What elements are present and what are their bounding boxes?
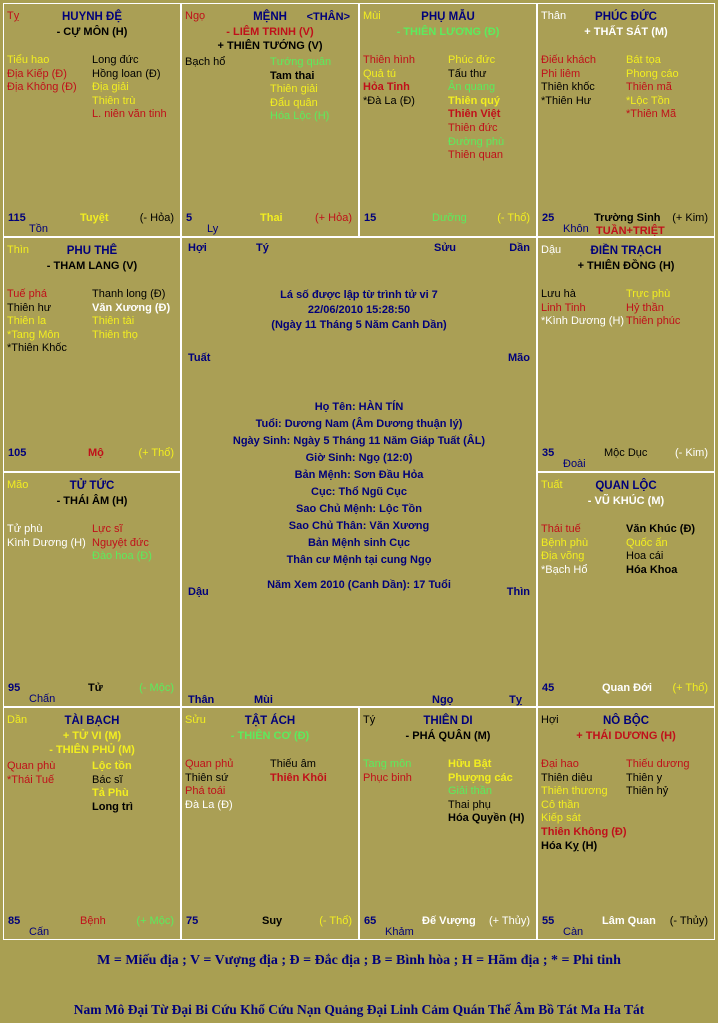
header-date: 22/06/2010 15:28:50 [307, 304, 411, 316]
palace-title: HUYNH ĐỆ [61, 11, 123, 23]
decade-number: 95 [8, 682, 21, 694]
decade-number: 115 [8, 212, 26, 224]
minor-stars-left [541, 288, 624, 329]
minor-stars-left [7, 54, 77, 95]
minor-stars-right [92, 523, 152, 564]
minor-stars-right [92, 288, 170, 342]
life-stage: Mộc Dục [604, 447, 648, 459]
star: Bệnh phù [541, 536, 589, 549]
star: Văn Khúc (Đ) [626, 523, 696, 535]
element: (- Mộc) [139, 682, 174, 694]
palace-title: NÔ BỘC [603, 715, 649, 727]
star: *Bạch Hổ [541, 563, 588, 576]
star: Linh Tinh [541, 301, 586, 314]
life-stage: Mộ [88, 447, 104, 459]
trigram-label: Khảm [385, 926, 414, 938]
star: Đại hao [541, 758, 579, 770]
palace-title: PHÚC ĐỨC [595, 11, 657, 23]
decade-number: 45 [542, 682, 555, 694]
star: Long đức [92, 54, 139, 66]
palace-branch: Thân [541, 10, 567, 22]
star: Phi liêm [541, 67, 581, 80]
minor-stars-right [626, 758, 690, 799]
star: Bạch hổ [185, 56, 226, 68]
info-birthday: Ngày Sinh: Ngày 5 Tháng 11 Năm Giáp Tuất (ÂL) [232, 435, 486, 447]
minor-stars-right [270, 56, 331, 124]
palace-phu-mau [359, 3, 537, 237]
minor-stars-left [7, 523, 86, 550]
star: Phượng các [448, 771, 513, 784]
element: (+ Hỏa) [315, 212, 352, 224]
star: L. niên văn tinh [92, 108, 167, 121]
star: Hữu Bật [448, 758, 492, 770]
info-relation: Bản Mệnh sinh Cục [307, 537, 411, 549]
minor-stars-right [448, 758, 524, 826]
element: (- Thổ) [497, 212, 530, 224]
main-star: - CỰ MÔN (H) [56, 26, 128, 38]
palace-branch: Tuất [541, 479, 563, 491]
palace-tai-bach [3, 707, 181, 940]
minor-stars-left [7, 760, 55, 787]
chart-grid [3, 3, 715, 940]
star: Tấu thư [448, 67, 487, 80]
decade-number: 15 [364, 212, 377, 224]
star: Bát tọa [626, 54, 661, 66]
legend: M = Miếu địa ; V = Vượng địa ; Đ = Đắc địa ; B = Bình hòa ; H = Hãm địa ; * = Phi tinh [97, 953, 621, 968]
palace-branch: Tỵ [7, 10, 20, 22]
minor-stars-left [363, 54, 415, 108]
info-than-cu: Thân cư Mệnh tại cung Ngọ [286, 554, 432, 566]
trigram-label: Càn [563, 926, 584, 938]
minor-stars-right [270, 758, 327, 785]
star: Thiên Không (Đ) [541, 825, 627, 838]
element: (+ Kim) [672, 212, 708, 224]
star: Đẩu quân [270, 96, 318, 109]
than-tag: <THÂN> [306, 11, 350, 23]
main-star-2: + THIÊN TƯỚNG (V) [217, 40, 323, 52]
tuan-triet-label: TUẦN+TRIỆT [596, 225, 665, 237]
star: Kiếp sát [541, 812, 581, 825]
star: Thiên hư [7, 301, 52, 314]
star: Thiên quan [448, 149, 504, 162]
life-stage: Bệnh [80, 915, 106, 927]
star: Quan phù [7, 760, 56, 772]
star: Tam thai [270, 69, 315, 82]
header-lunar: (Ngày 11 Tháng 5 Năm Canh Dần) [271, 319, 447, 331]
palace-branch: Hợi [541, 714, 559, 726]
main-star: - THIÊN LƯƠNG (Đ) [396, 26, 500, 38]
info-birth-hour: Giờ Sinh: Ngọ (12:0) [305, 452, 413, 464]
element: (+ Mộc) [136, 915, 174, 927]
star: Thiên sứ [185, 771, 229, 784]
star: Đường phù [448, 135, 505, 148]
star: Thiên la [7, 315, 47, 328]
star: Quả tú [363, 67, 397, 80]
star: *Thiên Mã [626, 108, 677, 121]
main-star: - THÁI ÂM (H) [56, 495, 128, 507]
star: Phục binh [363, 771, 412, 784]
star: Lộc tồn [92, 760, 132, 772]
star: Kình Dương (H) [7, 536, 86, 549]
decade-number: 65 [364, 915, 377, 927]
star: Hóa Khoa [626, 563, 678, 576]
corner-hoi: Hợi [188, 242, 207, 254]
star: Thiên diêu [541, 771, 593, 784]
element: (+ Thổ) [672, 682, 708, 694]
info-chu-menh: Sao Chủ Mệnh: Lộc Tồn [296, 503, 422, 515]
star: Phá toái [185, 785, 226, 798]
star: Hỷ thần [626, 301, 664, 314]
star: Quốc ấn [626, 536, 668, 549]
header-line: Lá số được lập từ trình tử vi 7 [280, 289, 438, 301]
star: Hóa Quyền (H) [448, 812, 525, 825]
star: Địa Không (Đ) [7, 81, 77, 94]
footer-prayer: Nam Mô Đại Từ Đại Bi Cứu Khổ Cứu Nạn Quảng Đại Linh Cảm Quán Thế Âm Bồ Tát Ma Ha Tát [73, 1002, 645, 1017]
center-panel [181, 237, 537, 707]
minor-stars-right [626, 523, 695, 577]
palace-title: PHU THÊ [66, 245, 118, 257]
info-cuc: Cục: Thổ Ngũ Cục [311, 486, 407, 498]
palace-title: PHỤ MẪU [421, 11, 475, 23]
star: Thiên thương [541, 785, 608, 798]
element: (+ Thổ) [138, 447, 174, 459]
star: *Lộc Tồn [626, 94, 670, 107]
star: Quan phủ [185, 758, 234, 770]
star: Tang môn [363, 758, 412, 770]
trigram-label: Chấn [29, 693, 56, 705]
star: Thiên mã [626, 81, 672, 94]
main-star: - THIÊN CƠ (Đ) [230, 730, 310, 742]
info-name: Họ Tên: HÀN TÍN [314, 401, 404, 413]
decade-number: 35 [542, 447, 555, 459]
star: Thiên thọ [92, 328, 138, 341]
element: (- Hỏa) [139, 212, 174, 224]
palace-tat-ach [181, 707, 359, 940]
trigram-label: Tồn [29, 223, 48, 235]
star: Văn Xương (Đ) [92, 301, 171, 314]
star: Tiểu hao [7, 54, 50, 66]
palace-phu-the [3, 237, 181, 472]
trigram-label: Ly [207, 223, 219, 235]
info-ban-menh: Bản Mệnh: Sơn Đầu Hỏa [294, 469, 424, 481]
star: Nguyệt đức [92, 536, 149, 549]
palace-menh [181, 3, 359, 237]
star: Ân quang [448, 81, 496, 94]
life-stage: Trường Sinh [594, 212, 661, 224]
star: Tử phù [7, 523, 43, 535]
palace-branch: Tý [363, 714, 376, 726]
star: Phúc đức [448, 54, 496, 66]
minor-stars-right [92, 760, 133, 814]
trigram-label: Đoài [563, 458, 586, 470]
main-star: - VŨ KHÚC (M) [587, 495, 665, 507]
star: Cô thần [541, 798, 580, 811]
star: Tướng quân [270, 56, 332, 68]
life-stage: Dưỡng [432, 212, 467, 224]
star: Thiên y [626, 771, 663, 784]
life-stage: Thai [260, 212, 283, 224]
star: Đào hoa (Đ) [92, 550, 152, 563]
star: Thiên Khôi [270, 771, 327, 784]
palace-phuc-duc [537, 3, 715, 237]
decade-number: 85 [8, 915, 21, 927]
palace-branch: Sửu [185, 714, 206, 726]
minor-stars-left [363, 758, 412, 785]
corner-tuat: Tuất [188, 352, 211, 364]
palace-title: QUAN LỘC [595, 480, 657, 492]
palace-quan-loc [537, 472, 715, 707]
corner-suu: Sửu [434, 242, 457, 254]
info-chu-than: Sao Chủ Thân: Văn Xương [288, 520, 430, 532]
trigram-label: Khôn [563, 223, 589, 235]
star: *Kình Dương (H) [541, 315, 625, 328]
life-stage: Đế Vượng [422, 915, 476, 927]
star: Thiên khốc [541, 81, 595, 94]
decade-number: 25 [542, 212, 555, 224]
main-star: - LIÊM TRINH (V) [226, 26, 314, 38]
star: Trực phù [626, 288, 671, 300]
minor-stars-right [626, 288, 680, 329]
minor-stars-left [185, 56, 225, 70]
decade-number: 55 [542, 915, 555, 927]
main-star-2: - THIÊN PHỦ (M) [49, 744, 135, 756]
element: (+ Thủy) [488, 915, 530, 927]
palace-branch: Ngọ [185, 10, 206, 22]
palace-title: TỬ TỨC [69, 480, 115, 492]
main-star: + THẤT SÁT (M) [584, 26, 668, 38]
star: Hồng loan (Đ) [92, 67, 161, 80]
main-star: + THIÊN ĐỒNG (H) [577, 260, 675, 272]
life-stage: Quan Đới [602, 682, 652, 694]
corner-dan: Dần [509, 242, 530, 254]
life-stage: Tử [88, 682, 103, 694]
star: Thiên giải [270, 83, 318, 96]
palace-title: TẬT ÁCH [244, 715, 296, 727]
corner-mao: Mão [508, 352, 530, 364]
minor-stars-left [541, 54, 596, 108]
palace-branch: Dần [7, 714, 28, 726]
star: Thiên phúc [626, 315, 681, 328]
minor-stars-left [541, 523, 588, 577]
minor-stars-left [541, 758, 627, 853]
life-stage: Tuyệt [80, 212, 109, 224]
element: (- Kim) [675, 447, 708, 459]
minor-stars-left [185, 758, 233, 812]
palace-huynh-de [3, 3, 181, 237]
palace-branch: Mùi [363, 10, 381, 22]
corner-dau: Dậu [188, 586, 209, 598]
star: Thiên đức [448, 121, 498, 134]
palace-branch: Dậu [541, 244, 562, 256]
star: Thanh long (Đ) [92, 288, 166, 300]
decade-number: 105 [8, 447, 27, 459]
life-stage: Suy [262, 915, 283, 927]
life-stage: Lâm Quan [602, 915, 656, 927]
star: Thiên Việt [448, 108, 501, 121]
corner-mui: Mùi [254, 694, 273, 706]
star: Địa Kiếp (Đ) [7, 67, 67, 80]
corner-ngo: Ngọ [432, 694, 454, 706]
star: Bác sĩ [92, 773, 123, 786]
star: *Tang Môn [7, 328, 60, 341]
star: Thiên trù [92, 94, 136, 107]
palace-title: ĐIỀN TRẠCH [590, 245, 662, 257]
star: *Thiên Khốc [7, 342, 67, 355]
star: *Thái Tuế [7, 773, 55, 786]
star: Đà La (Đ) [185, 798, 233, 811]
element: (- Thổ) [319, 915, 352, 927]
element: (- Thủy) [669, 915, 708, 927]
star: *Thiên Hư [541, 94, 592, 107]
minor-stars-right [448, 54, 504, 163]
star: Tuế phá [7, 288, 47, 300]
star: Thiên hỷ [626, 785, 669, 798]
star: Phong cáo [626, 67, 679, 80]
corner-ty: Tý [256, 242, 269, 254]
star: Tả Phù [92, 787, 129, 800]
corner-than: Thân [188, 694, 215, 706]
palace-dien-trach [537, 237, 715, 472]
trigram-label: Cấn [29, 926, 50, 938]
main-star: + THÁI DƯƠNG (H) [576, 730, 676, 742]
star: Hoa cái [626, 550, 664, 563]
palace-branch: Mão [7, 479, 29, 491]
palace-no-boc [537, 707, 715, 940]
palace-tu-tuc [3, 472, 181, 707]
palace-thien-di [359, 707, 537, 940]
star: Giải thần [448, 785, 493, 798]
palace-title: MỆNH [253, 11, 287, 23]
decade-number: 5 [186, 212, 193, 224]
star: Hóa Kỵ (H) [541, 839, 598, 852]
palace-title: TÀI BẠCH [64, 715, 120, 727]
star: Hỏa Tinh [363, 81, 410, 94]
main-star: - THAM LANG (V) [46, 260, 138, 272]
minor-stars-right [626, 54, 679, 122]
star: Thiên quý [448, 94, 500, 107]
palace-title: THIÊN DI [423, 715, 473, 727]
star: Địa giải [92, 81, 129, 94]
palace-branch: Thìn [7, 244, 30, 256]
star: Thiếu dương [626, 758, 690, 770]
minor-stars-right [92, 54, 167, 122]
star: Địa võng [541, 550, 585, 563]
star: Thái tuế [541, 523, 581, 535]
corner-thin: Thìn [506, 586, 530, 598]
main-star: - PHÁ QUÂN (M) [405, 730, 491, 742]
minor-stars-left [7, 288, 67, 356]
year-view: Năm Xem 2010 (Canh Dần): 17 Tuổi [267, 579, 451, 591]
star: Lực sĩ [92, 523, 123, 535]
star: Thiên hình [363, 54, 415, 66]
main-star: + TỬ VI (M) [62, 730, 122, 742]
decade-number: 75 [186, 915, 199, 927]
star: Lưu hà [541, 288, 576, 300]
star: *Đà La (Đ) [363, 94, 415, 107]
star: Điếu khách [541, 54, 597, 66]
star: Thiên tài [92, 315, 135, 328]
corner-ty-bottom: Tỵ [509, 694, 522, 706]
star: Long trì [92, 800, 133, 813]
star: Thiếu âm [270, 758, 316, 770]
star: Thai phụ [448, 798, 491, 811]
info-age: Tuổi: Dương Nam (Âm Dương thuận lý) [255, 418, 463, 430]
star: Hóa Lộc (H) [270, 110, 330, 123]
